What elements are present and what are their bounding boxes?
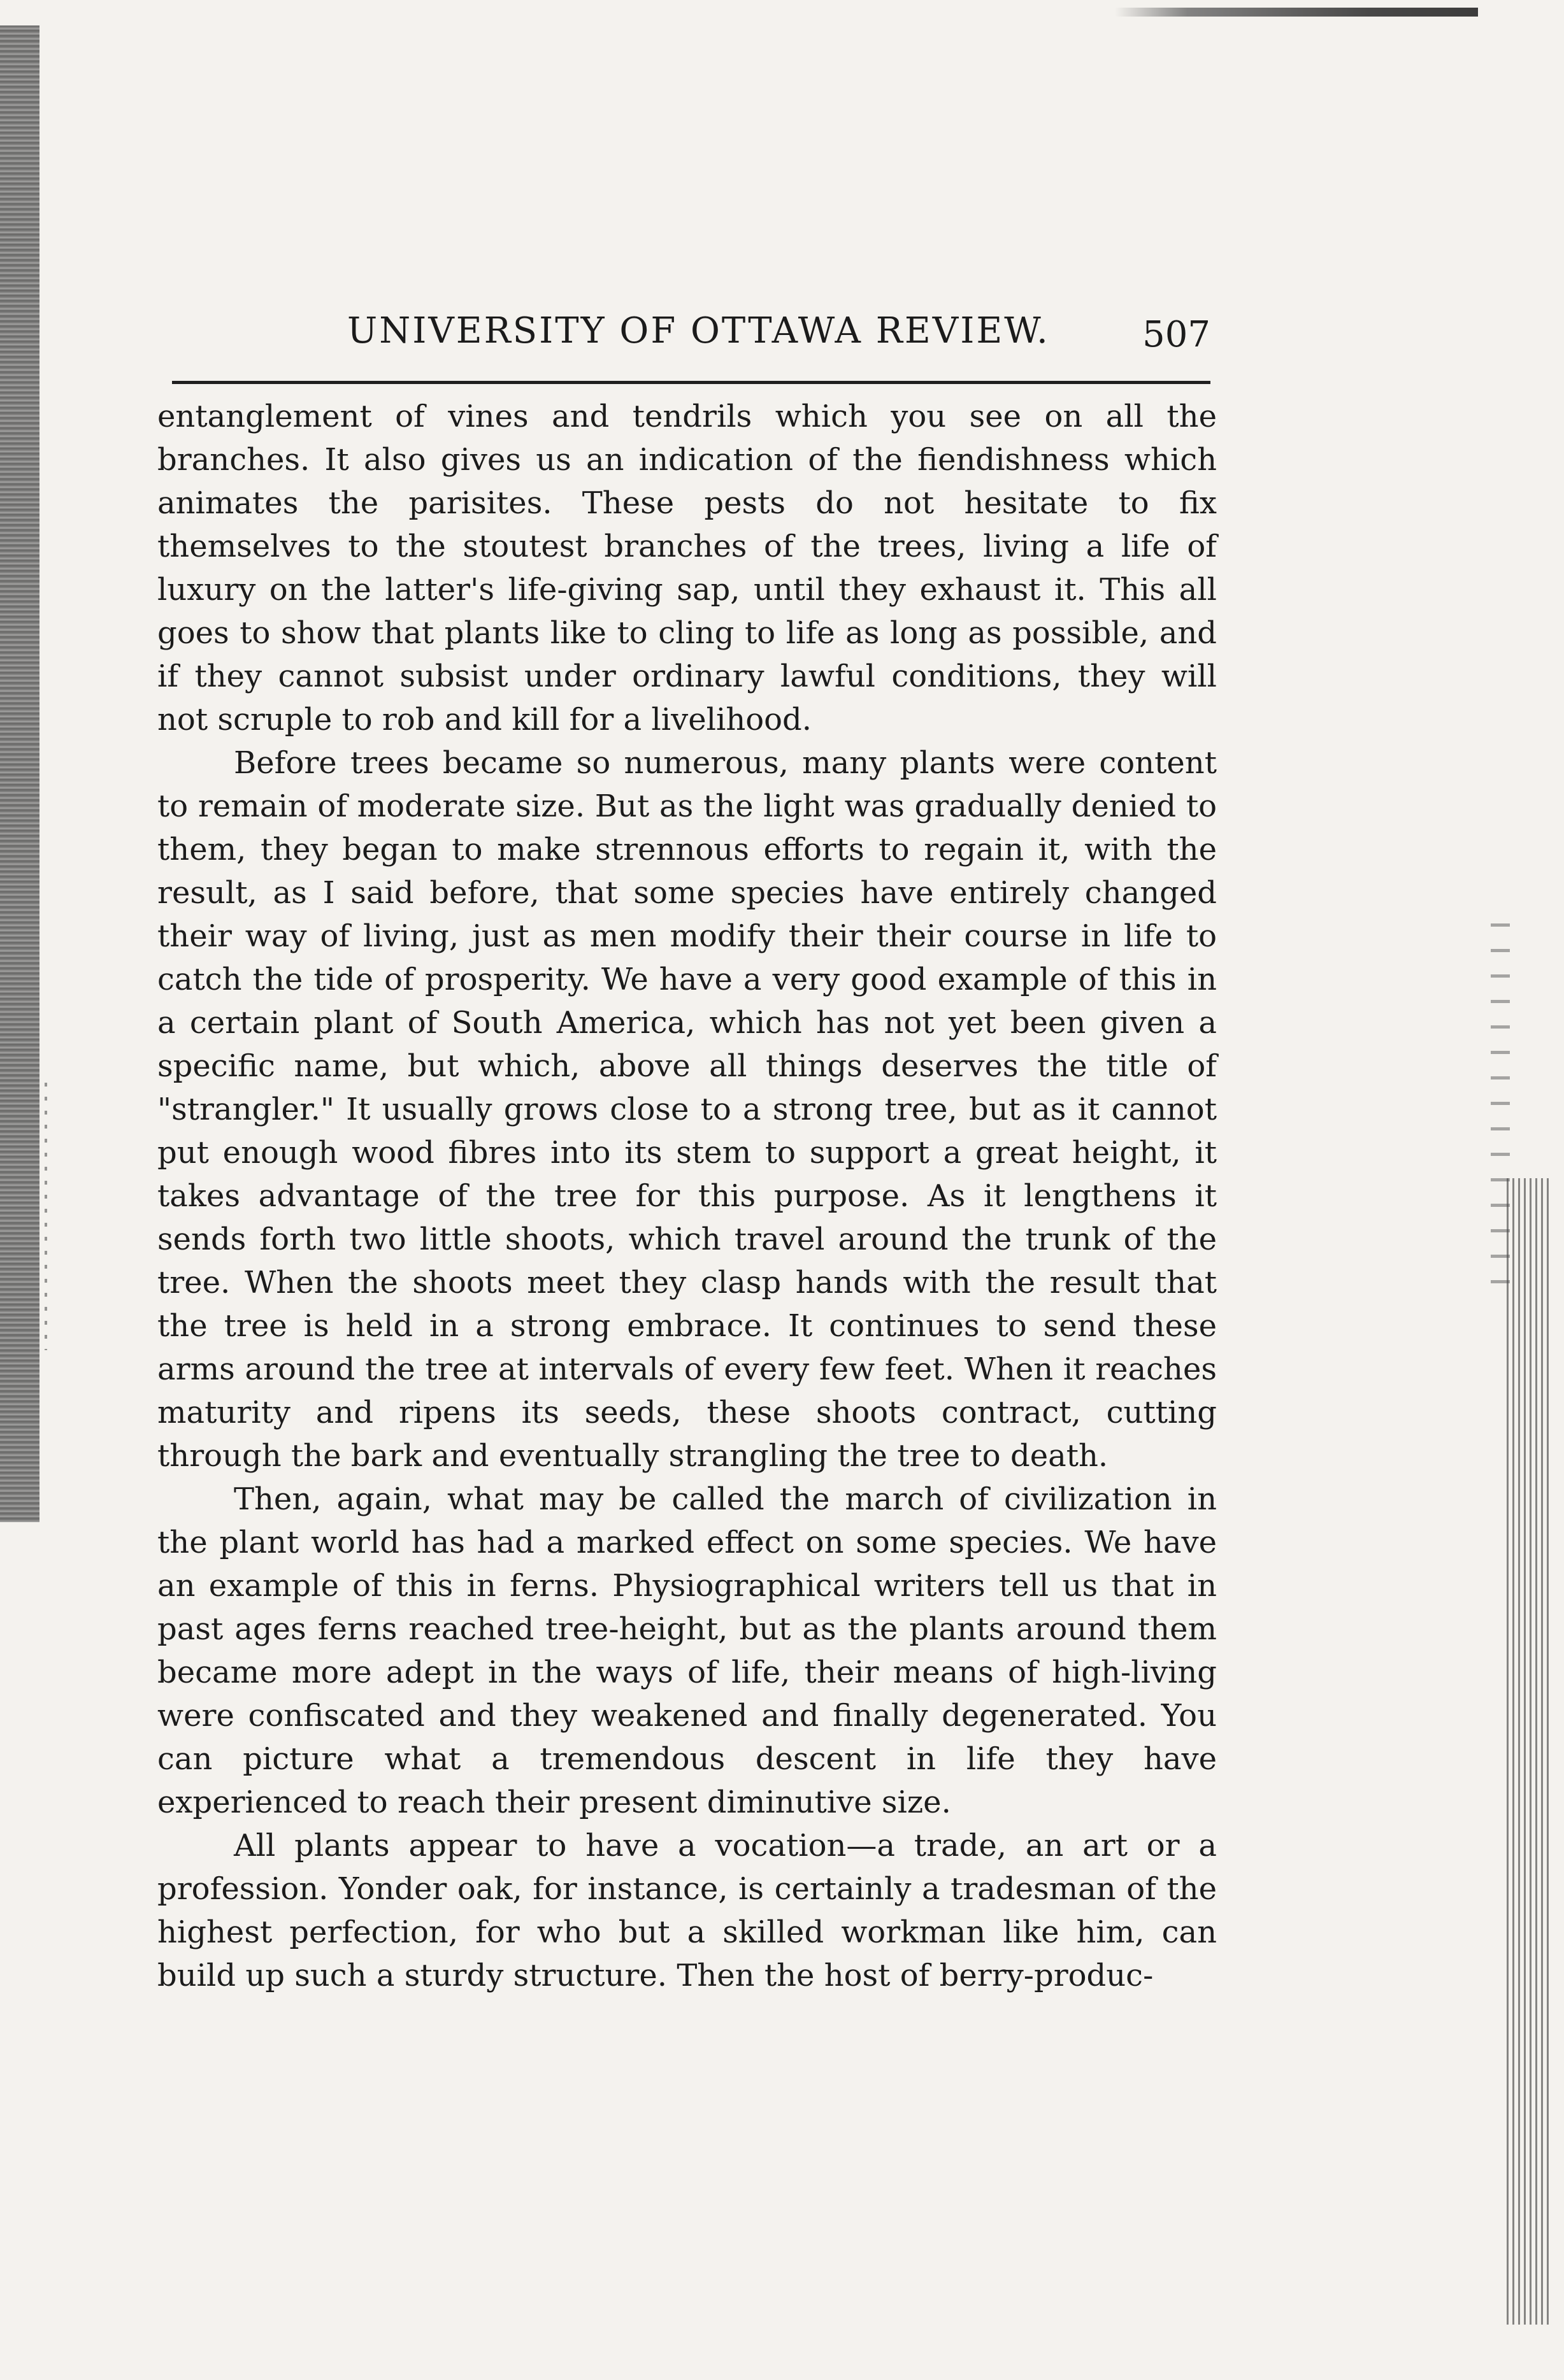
scan-edge-top bbox=[1115, 8, 1478, 17]
scan-edge-left-faint bbox=[45, 1083, 47, 1350]
page-number: 507 bbox=[1142, 314, 1210, 355]
header-rule bbox=[172, 381, 1210, 384]
paragraph-1: entanglement of vines and tendrils which you see on all the branches. It also gives us an indication of the fiendishness which animates the parisites. These pests do not hesitate to fix themselves to the stoutest branches of the trees, living a life of luxury on the latter's life-giving sap, until they exhaust it. This all goes to show that plants like to cling to life as long as possible, and if they cannot subsist under ordinary lawful conditions, they will not scruple to rob and kill for a livelihood. bbox=[157, 399, 1217, 738]
scan-edge-left bbox=[0, 25, 39, 1522]
running-title: UNIVERSITY OF OTTAWA REVIEW. bbox=[347, 310, 1050, 352]
scan-edge-right bbox=[1507, 1178, 1551, 2325]
page-header bbox=[347, 306, 1217, 357]
paragraph-3: Then, again, what may be called the march of civilization in the plant world has had a marked effect on some species. We have an example of this in ferns. Physiographical writers tell us that in past ages ferns reached tree-height, but as the plants around them became more adept in the ways of life, their means of high-living were confiscated and they weakened and finally degenerated. You can picture what a tremendous descent in life they have experienced to reach their present diminutive size. bbox=[157, 1481, 1217, 1820]
scan-edge-right-top bbox=[1491, 923, 1510, 1306]
paragraph-2: Before trees became so numerous, many plants were content to remain of moderate size. But as the light was gradually denied to them, they began to make strennous efforts to regain it, with the result, as I said before, that some species have entirely changed their way of living, just as men modify their their course in life to catch the tide of prosperity. We have a very good example of this in a certain plant of South America, which has not yet been given a specific name, but which, above all things deserves the title of "strangler." It usually grows close to a strong tree, but as it cannot put enough wood fibres into its stem to support a great height, it takes advantage of the tree for this purpose. As it lengthens it sends forth two little shoots, which travel around the trunk of the tree. When the shoots meet they clasp hands with the result that the tree is held in a strong embrace. It continues to send these arms around the tree at intervals of every few feet. When it reaches maturity and ripens its seeds, these shoots contract, cutting through the bark and eventually strangling the tree to death. bbox=[157, 745, 1217, 1474]
paragraph-4: All plants appear to have a vocation—a trade, an art or a profession. Yonder oak, for instance, is certainly a tradesman of the highest perfection, for who but a skilled workman like him, can build up such a sturdy structure. Then the host of berry-produc- bbox=[157, 1828, 1217, 1993]
article-body bbox=[157, 395, 1217, 1997]
